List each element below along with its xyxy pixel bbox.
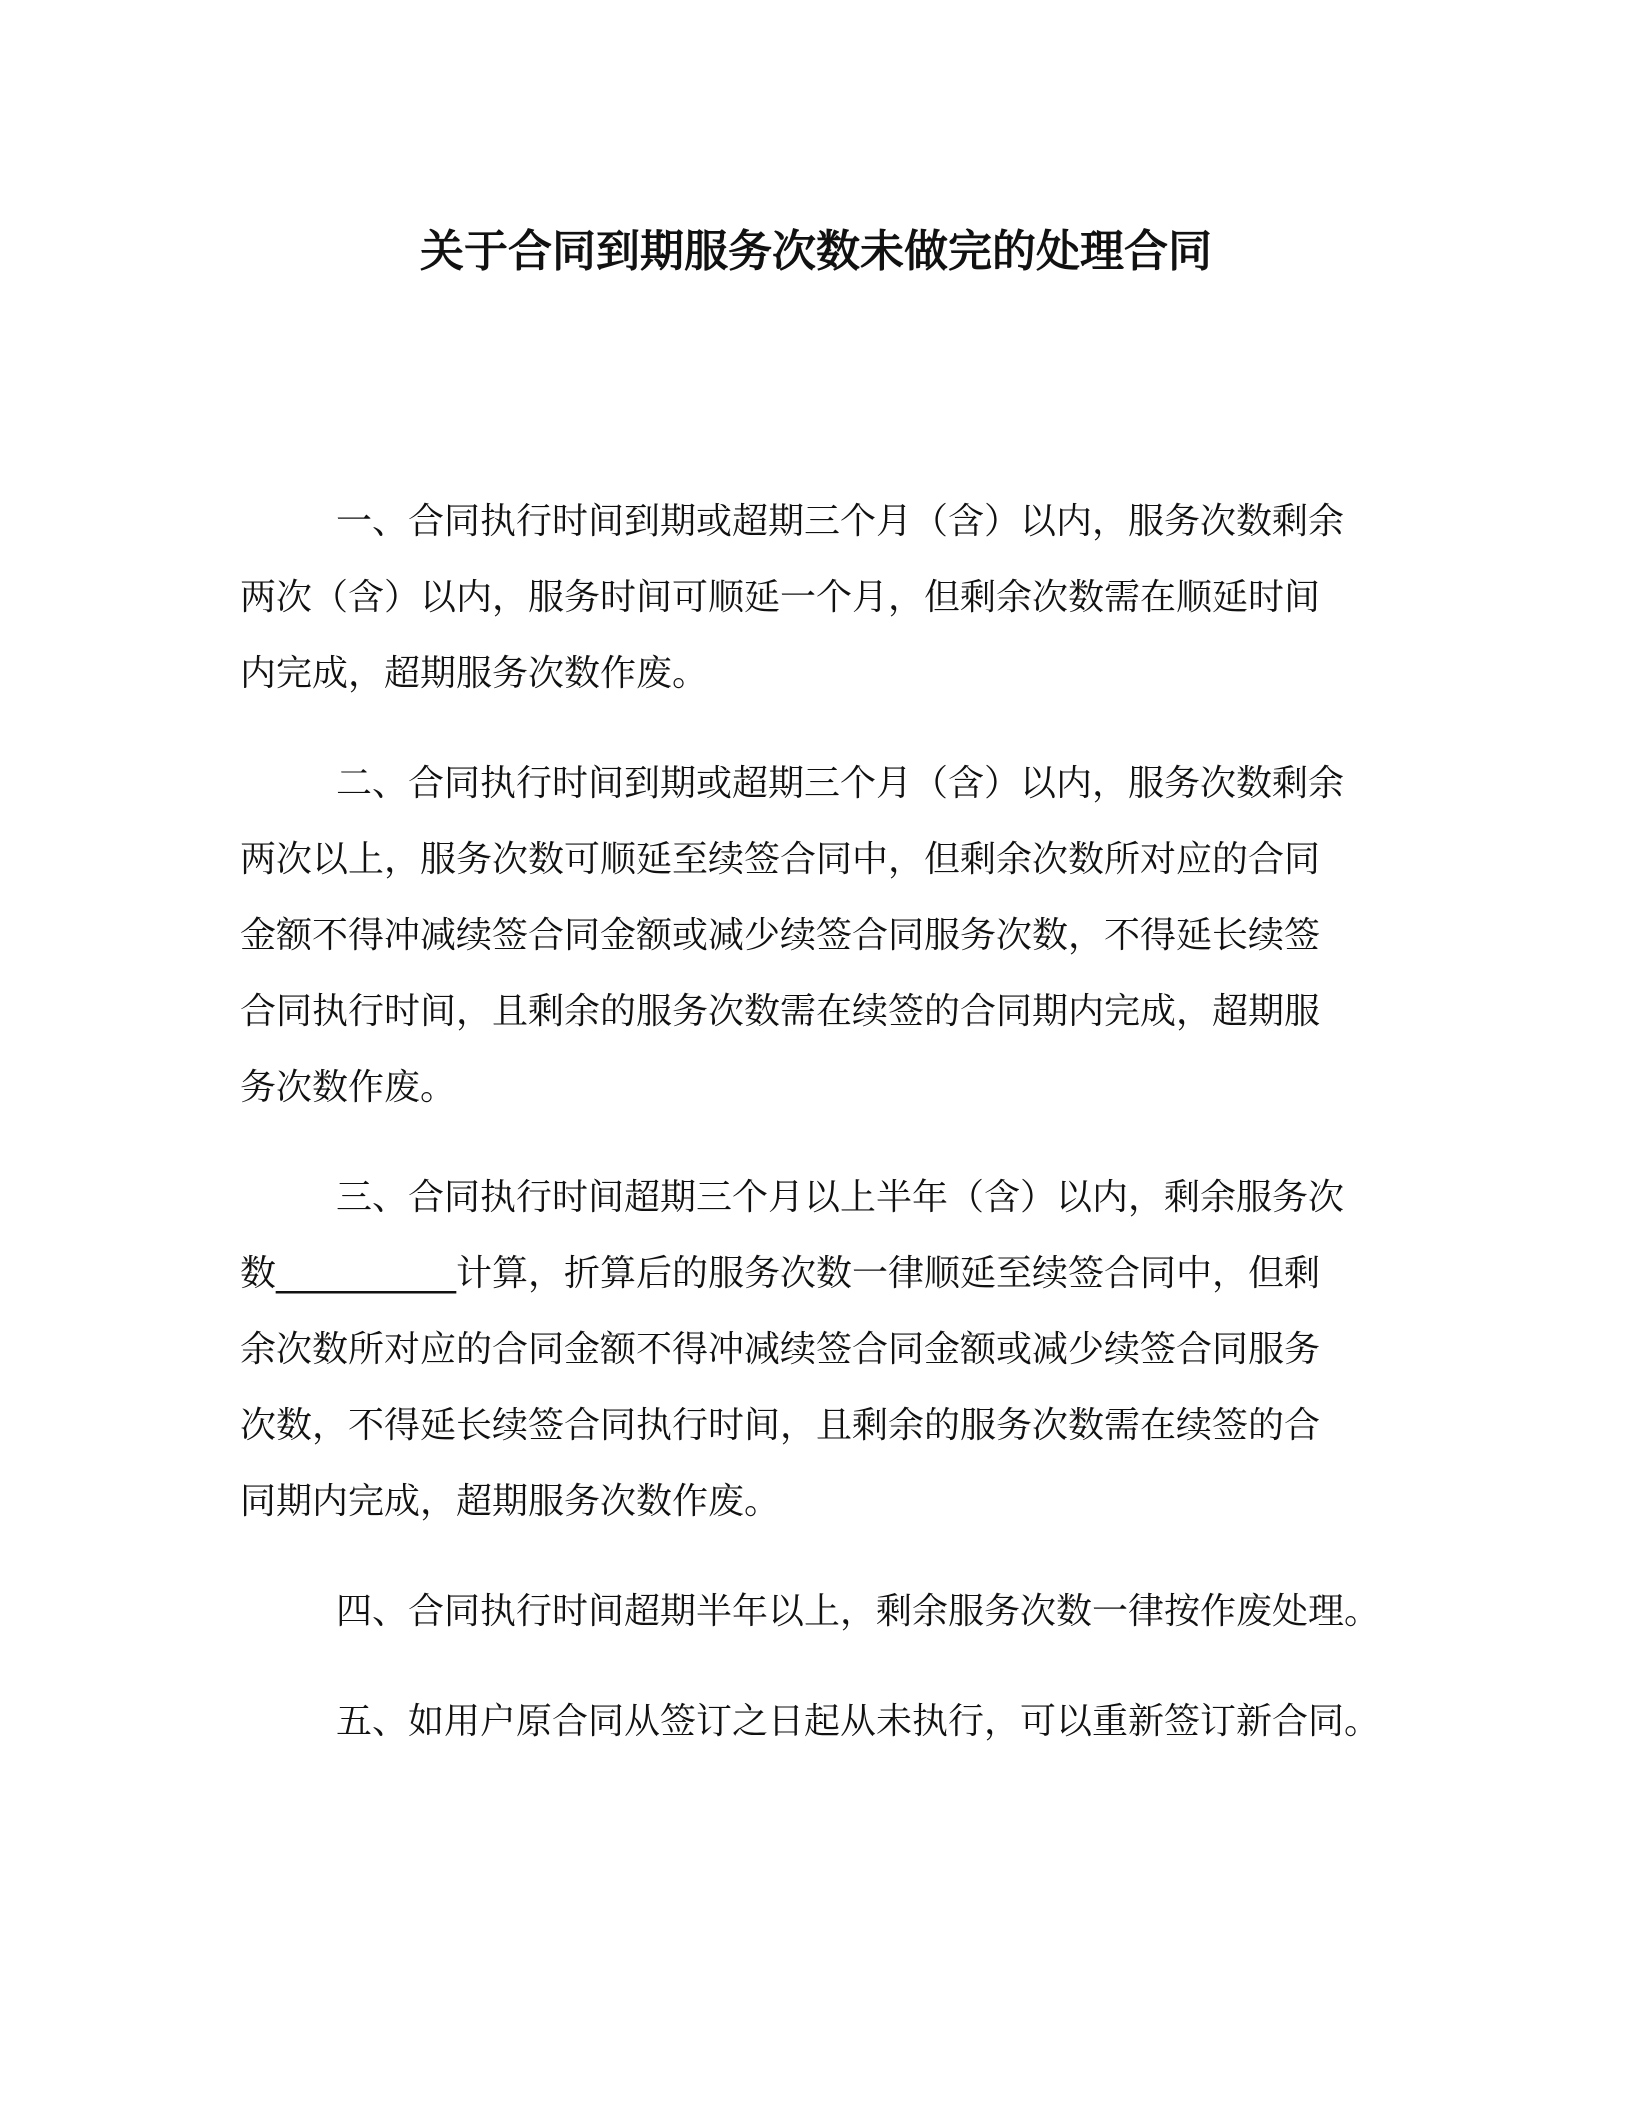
clause-1 [240,484,1392,712]
document-body [240,484,1392,1794]
clause-3 [240,1160,1392,1540]
clause-3-line-2: 数__________计算，折算后的服务次数一律顺延至续签合同中，但剩 [240,1253,1321,1294]
clause-2-line-5: 务次数作废。 [240,1067,457,1108]
clause-3-line-5: 同期内完成，超期服务次数作废。 [240,1481,781,1522]
clause-2-line-3: 金额不得冲减续签合同金额或减少续签合同服务次数，不得延长续签 [240,915,1321,956]
clause-5-line-1: 五、如用户原合同从签订之日起从未执行，可以重新签订新合同。 [336,1701,1381,1742]
clause-5 [240,1684,1392,1760]
clause-3-line-3: 余次数所对应的合同金额不得冲减续签合同金额或减少续签合同服务 [240,1329,1321,1370]
clause-2-line-2: 两次以上，服务次数可顺延至续签合同中，但剩余次数所对应的合同 [240,839,1321,880]
clause-4 [240,1574,1392,1650]
clause-4-line-1: 四、合同执行时间超期半年以上，剩余服务次数一律按作废处理。 [336,1591,1381,1632]
clause-3-line-4: 次数，不得延长续签合同执行时间，且剩余的服务次数需在续签的合 [240,1405,1321,1446]
clause-1-line-3: 内完成，超期服务次数作废。 [240,653,709,694]
clause-2-line-1: 二、合同执行时间到期或超期三个月（含）以内，服务次数剩余 [336,763,1345,804]
clause-1-line-2: 两次（含）以内，服务时间可顺延一个月，但剩余次数需在顺延时间 [240,577,1321,618]
clause-1-line-1: 一、合同执行时间到期或超期三个月（含）以内，服务次数剩余 [336,501,1345,542]
document-title: 关于合同到期服务次数未做完的处理合同 [420,226,1212,277]
clause-2 [240,746,1392,1126]
clause-2-line-4: 合同执行时间，且剩余的服务次数需在续签的合同期内完成，超期服 [240,991,1321,1032]
clause-3-line-1: 三、合同执行时间超期三个月以上半年（含）以内，剩余服务次 [336,1177,1345,1218]
